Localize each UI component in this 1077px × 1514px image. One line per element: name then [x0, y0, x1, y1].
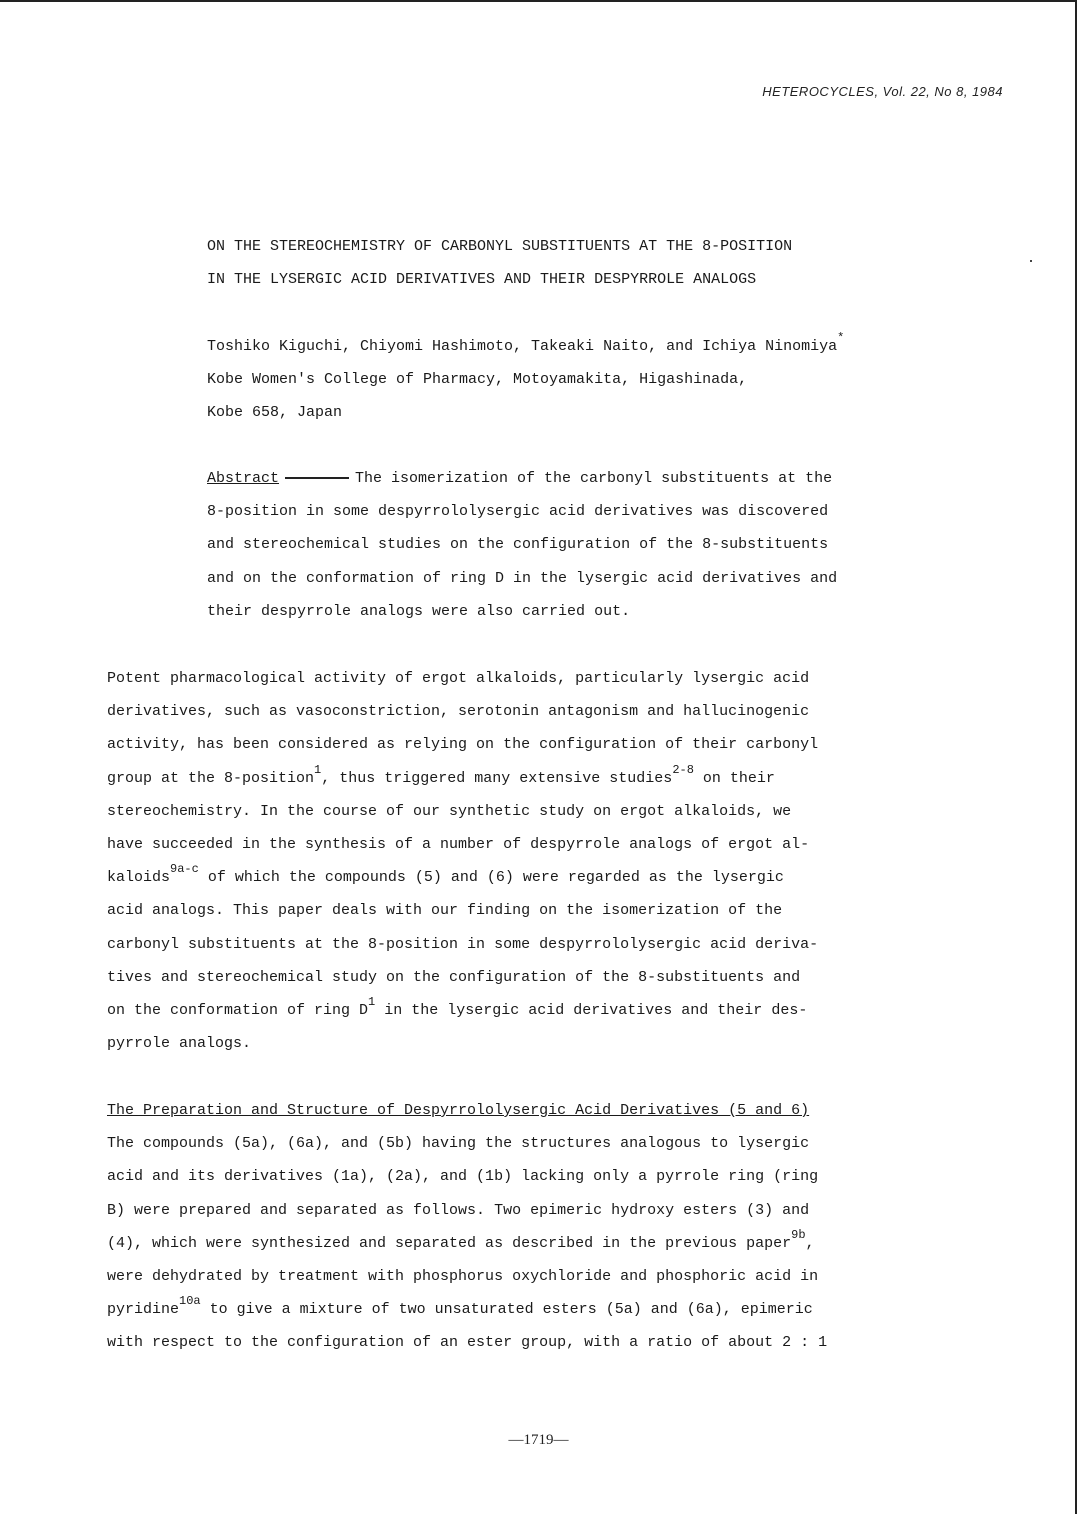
text-run: pyridine	[107, 1301, 180, 1319]
intro-line: pyrrole analogs.	[107, 1035, 252, 1053]
text-run: in the lysergic acid derivatives and their des-	[375, 1002, 808, 1020]
section-heading: The Preparation and Structure of Despyrrololysergic Acid Derivatives (5 and 6)	[107, 1102, 810, 1119]
abstract-line-2: 8-position in some despyrrololysergic acid derivatives was discovered	[207, 503, 829, 521]
section-line: with respect to the configuration of an ester group, with a ratio of about 2 : 1	[107, 1334, 828, 1352]
intro-line: have succeeded in the synthesis of a number of despyrrole analogs of ergot al-	[107, 836, 810, 854]
citation-ref: 10a	[179, 1294, 201, 1309]
citation-ref: 2-8	[672, 762, 694, 777]
paper-title	[207, 230, 792, 296]
text-run: to give a mixture of two unsaturated esters (5a) and (6a), epimeric	[200, 1301, 813, 1319]
text-run: on their	[693, 769, 775, 787]
author-names-text: Toshiko Kiguchi, Chiyomi Hashimoto, Takeaki Naito, and Ichiya Ninomiya	[207, 338, 838, 355]
intro-line: activity, has been considered as relying on the configuration of their carbonyl	[107, 736, 819, 754]
intro-line: stereochemistry. In the course of our synthetic study on ergot alkaloids, we	[107, 802, 792, 820]
section-line: The compounds (5a), (6a), and (5b) having the structures analogous to lysergic	[107, 1135, 810, 1153]
text-run: group at the 8-position	[107, 769, 315, 787]
section-line: B) were prepared and separated as follows. Two epimeric hydroxy esters (3) and	[107, 1201, 810, 1219]
text-run: kaloids	[107, 869, 171, 887]
abstract-label: Abstract	[207, 470, 280, 487]
citation-ref: 9a-c	[170, 862, 199, 877]
intro-line: carbonyl substituents at the 8-position in some despyrrololysergic acid deriva-	[107, 935, 819, 953]
intro-line	[107, 861, 818, 894]
author-block	[207, 330, 844, 430]
citation-ref: 9b	[791, 1227, 806, 1242]
intro-line: tives and stereochemical study on the configuration of the 8-substituents and	[107, 968, 801, 986]
journal-header: HETEROCYCLES, Vol. 22, No 8, 1984	[762, 84, 1003, 99]
intro-line	[107, 994, 818, 1027]
text-run: of which the compounds (5) and (6) were regarded as the lysergic	[198, 869, 784, 887]
margin-dot	[1030, 260, 1032, 262]
page-number: —1719—	[508, 1432, 569, 1448]
citation-ref: 1	[368, 995, 376, 1010]
title-line-2: IN THE LYSERGIC ACID DERIVATIVES AND THEIR DESPYRROLE ANALOGS	[207, 271, 757, 289]
text-run: on the conformation of ring D	[107, 1002, 369, 1020]
citation-ref: 1	[314, 762, 322, 777]
text-run: (4), which were synthesized and separated as described in the previous paper	[107, 1234, 792, 1252]
abstract-line-4: and on the conformation of ring D in the lysergic acid derivatives and	[207, 569, 838, 587]
title-line-1: ON THE STEREOCHEMISTRY OF CARBONYL SUBSTITUENTS AT THE 8-POSITION	[207, 238, 793, 255]
intro-line	[107, 762, 818, 795]
text-run: ,	[805, 1234, 815, 1252]
section-line	[107, 1293, 827, 1326]
abstract-line-3: and stereochemical studies on the configuration of the 8-substituents	[207, 536, 829, 554]
abstract-line-1	[207, 462, 837, 495]
intro-line: derivatives, such as vasoconstriction, serotonin antagonism and hallucinogenic	[107, 703, 810, 721]
section-line: were dehydrated by treatment with phosphorus oxychloride and phosphoric acid in	[107, 1268, 819, 1286]
intro-paragraph	[107, 662, 818, 1060]
intro-line: Potent pharmacological activity of ergot alkaloids, particularly lysergic acid	[107, 670, 810, 687]
section-line	[107, 1227, 827, 1260]
text-run: , thus triggered many extensive studies	[321, 769, 673, 787]
abstract-line-5: their despyrrole analogs were also carried out.	[207, 602, 631, 620]
abstract	[207, 462, 837, 628]
affiliation-line-1: Kobe Women's College of Pharmacy, Motoyamakita, Higashinada,	[207, 371, 748, 389]
abstract-dash	[285, 477, 349, 479]
abstract-line-1-text: The isomerization of the carbonyl substituents at the	[355, 470, 833, 487]
intro-line: acid analogs. This paper deals with our finding on the isomerization of the	[107, 902, 783, 920]
corresponding-mark: *	[837, 331, 845, 345]
author-names	[207, 330, 844, 363]
preparation-section	[107, 1094, 827, 1360]
affiliation-line-2: Kobe 658, Japan	[207, 404, 343, 422]
section-line: acid and its derivatives (1a), (2a), and (1b) lacking only a pyrrole ring (ring	[107, 1168, 819, 1186]
